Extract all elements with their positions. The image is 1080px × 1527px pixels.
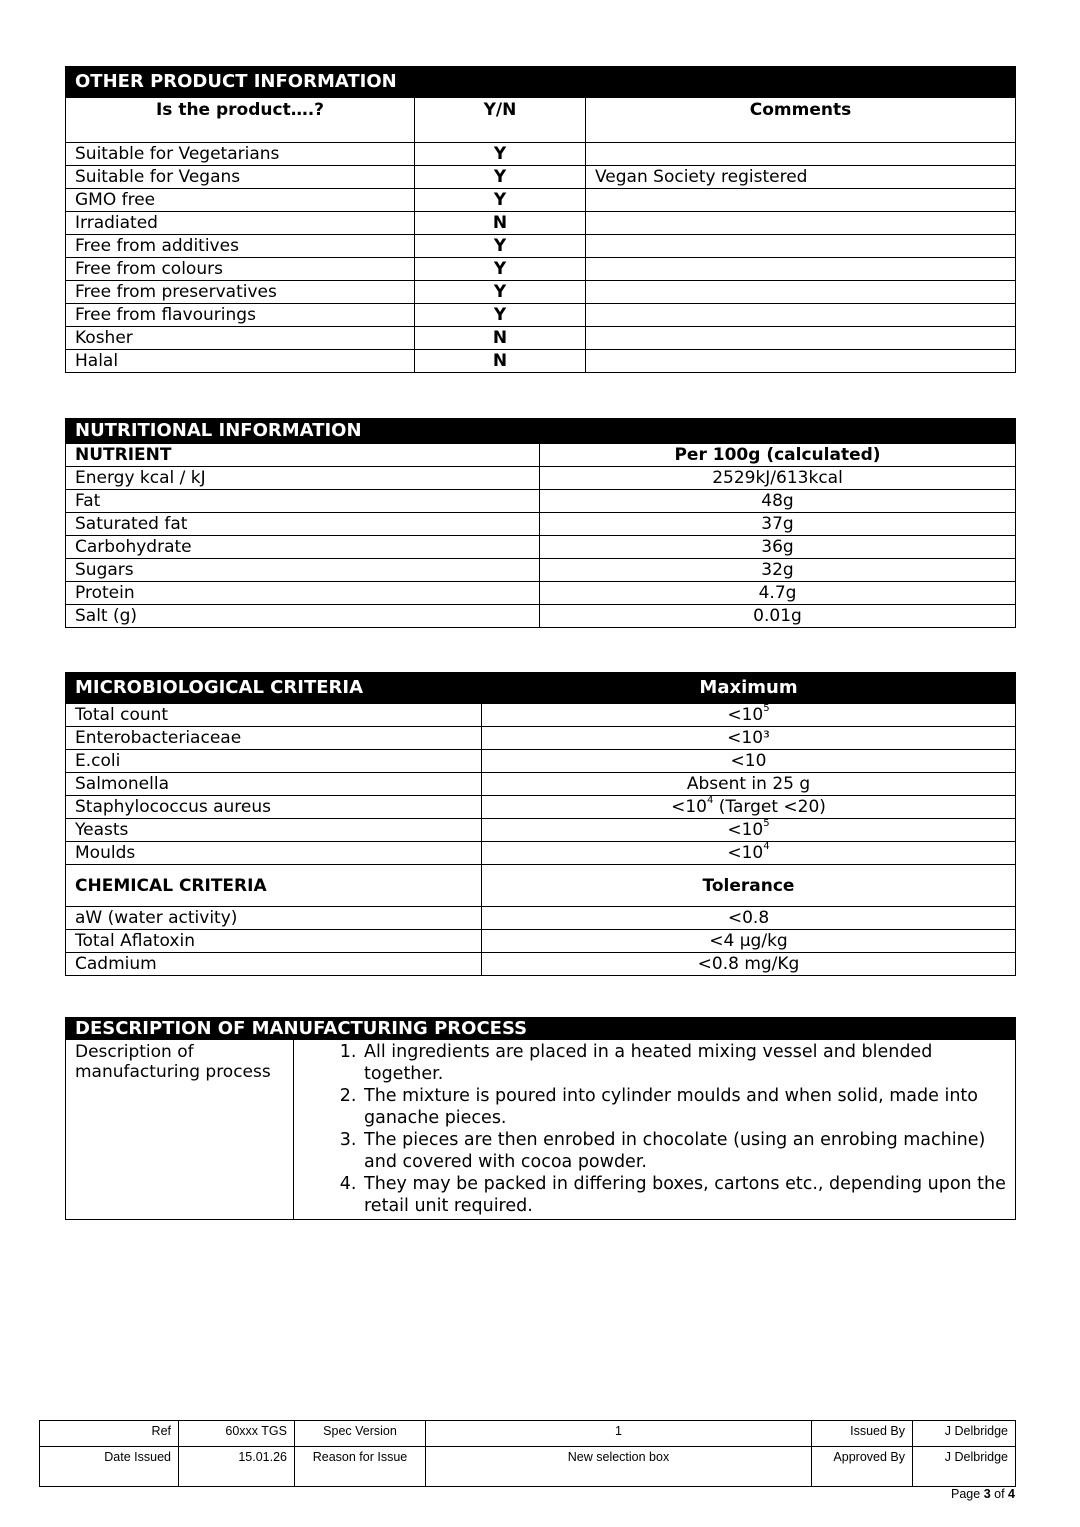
table-row bbox=[66, 166, 1016, 189]
attribute-label: Free from preservatives bbox=[66, 281, 415, 304]
table-row bbox=[66, 605, 1016, 628]
approved-by-value: J Delbridge bbox=[913, 1447, 1016, 1487]
table-row bbox=[66, 930, 1016, 953]
criteria-maximum bbox=[482, 842, 1016, 865]
maximum-exponent: 4 bbox=[706, 795, 714, 807]
yn-value: Y bbox=[415, 235, 586, 258]
comment-value bbox=[586, 281, 1016, 304]
process-steps bbox=[294, 1040, 1016, 1220]
column-header-nutrient: NUTRIENT bbox=[66, 444, 540, 467]
yn-value: Y bbox=[415, 281, 586, 304]
nutritional-info-table bbox=[65, 418, 1016, 628]
page-total: 4 bbox=[1008, 1487, 1015, 1501]
maximum-base: <10³ bbox=[727, 728, 770, 748]
yn-value: N bbox=[415, 350, 586, 373]
table-row bbox=[66, 235, 1016, 258]
attribute-label: Free from flavourings bbox=[66, 304, 415, 327]
maximum-base: <10 bbox=[727, 843, 764, 863]
table-row bbox=[66, 842, 1016, 865]
maximum-note: (Target <20) bbox=[713, 797, 826, 817]
table-row bbox=[66, 281, 1016, 304]
criteria-maximum bbox=[482, 704, 1016, 727]
maximum-exponent: 5 bbox=[763, 818, 770, 830]
criteria-maximum bbox=[482, 773, 1016, 796]
nutrient-value: 48g bbox=[540, 490, 1016, 513]
date-issued-label: Date Issued bbox=[40, 1447, 179, 1487]
criteria-label: Total count bbox=[66, 704, 482, 727]
spec-version-value: 1 bbox=[426, 1421, 812, 1447]
approved-by-label: Approved By bbox=[812, 1447, 913, 1487]
nutrient-value: 4.7g bbox=[540, 582, 1016, 605]
column-header-yn: Y/N bbox=[415, 98, 586, 143]
nutrient-value: 0.01g bbox=[540, 605, 1016, 628]
maximum-base: <10 bbox=[727, 820, 764, 840]
column-header-comments: Comments bbox=[586, 98, 1016, 143]
reason-label: Reason for Issue bbox=[295, 1447, 426, 1487]
yn-value: N bbox=[415, 327, 586, 350]
comment-value bbox=[586, 143, 1016, 166]
section-title: CHEMICAL CRITERIA bbox=[66, 865, 482, 907]
chemical-criteria-header bbox=[66, 865, 1016, 907]
attribute-label: Kosher bbox=[66, 327, 415, 350]
yn-value: Y bbox=[415, 166, 586, 189]
comment-value bbox=[586, 235, 1016, 258]
table-row bbox=[66, 819, 1016, 842]
table-row bbox=[66, 189, 1016, 212]
micro-chemical-criteria-table bbox=[65, 672, 1016, 976]
criteria-label: Moulds bbox=[66, 842, 482, 865]
maximum-base: <10 bbox=[730, 751, 767, 771]
criteria-label: Cadmium bbox=[66, 953, 482, 976]
section-title: MICROBIOLOGICAL CRITERIA bbox=[66, 673, 482, 704]
nutrient-label: Fat bbox=[66, 490, 540, 513]
table-row bbox=[66, 143, 1016, 166]
criteria-label: E.coli bbox=[66, 750, 482, 773]
criteria-tolerance: <0.8 bbox=[482, 907, 1016, 930]
page-current: 3 bbox=[983, 1487, 991, 1501]
nutrient-value: 36g bbox=[540, 536, 1016, 559]
criteria-maximum bbox=[482, 819, 1016, 842]
reason-value: New selection box bbox=[426, 1447, 812, 1487]
attribute-label: Free from additives bbox=[66, 235, 415, 258]
section-title: NUTRITIONAL INFORMATION bbox=[66, 419, 1016, 444]
document-footer-table bbox=[39, 1420, 1016, 1487]
table-row bbox=[66, 773, 1016, 796]
maximum-base: <10 bbox=[671, 797, 707, 817]
table-row bbox=[66, 796, 1016, 819]
column-header-per-100g: Per 100g (calculated) bbox=[540, 444, 1016, 467]
ref-label: Ref bbox=[40, 1421, 179, 1447]
table-row bbox=[66, 582, 1016, 605]
manufacturing-process-table bbox=[65, 1017, 1016, 1220]
table-row bbox=[66, 304, 1016, 327]
yn-value: Y bbox=[415, 143, 586, 166]
criteria-maximum bbox=[482, 727, 1016, 750]
table-row bbox=[66, 258, 1016, 281]
table-row bbox=[66, 559, 1016, 582]
table-row bbox=[66, 907, 1016, 930]
process-step: 4. They may be packed in differing boxes, cartons etc., depending upon the retail unit required. bbox=[362, 1173, 1006, 1217]
yn-value: Y bbox=[415, 258, 586, 281]
table-row bbox=[66, 750, 1016, 773]
nutrient-label: Sugars bbox=[66, 559, 540, 582]
yn-value: Y bbox=[415, 304, 586, 327]
criteria-label: Staphylococcus aureus bbox=[66, 796, 482, 819]
process-step: 3. The pieces are then enrobed in chocolate (using an enrobing machine) and covered with cocoa powder. bbox=[362, 1129, 1006, 1173]
nutrient-label: Energy kcal / kJ bbox=[66, 467, 540, 490]
criteria-maximum bbox=[482, 796, 1016, 819]
table-row bbox=[66, 212, 1016, 235]
table-row bbox=[66, 350, 1016, 373]
table-row bbox=[66, 727, 1016, 750]
process-step: 2. The mixture is poured into cylinder moulds and when solid, made into ganache pieces. bbox=[362, 1085, 1006, 1129]
maximum-exponent: 5 bbox=[763, 703, 770, 715]
nutrient-label: Carbohydrate bbox=[66, 536, 540, 559]
comment-value: Vegan Society registered bbox=[586, 166, 1016, 189]
nutrient-label: Salt (g) bbox=[66, 605, 540, 628]
attribute-label: GMO free bbox=[66, 189, 415, 212]
spec-version-label: Spec Version bbox=[295, 1421, 426, 1447]
criteria-maximum bbox=[482, 750, 1016, 773]
issued-by-value: J Delbridge bbox=[913, 1421, 1016, 1447]
nutrient-label: Protein bbox=[66, 582, 540, 605]
page-of: of bbox=[994, 1487, 1005, 1501]
criteria-label: Enterobacteriaceae bbox=[66, 727, 482, 750]
column-header-tolerance: Tolerance bbox=[482, 865, 1016, 907]
criteria-label: Yeasts bbox=[66, 819, 482, 842]
comment-value bbox=[586, 189, 1016, 212]
attribute-label: Halal bbox=[66, 350, 415, 373]
comment-value bbox=[586, 327, 1016, 350]
date-issued-value: 15.01.26 bbox=[179, 1447, 295, 1487]
comment-value bbox=[586, 212, 1016, 235]
table-row bbox=[66, 536, 1016, 559]
process-steps-list bbox=[294, 1041, 1006, 1217]
process-step: 1. All ingredients are placed in a heated mixing vessel and blended together. bbox=[362, 1041, 1006, 1085]
table-row bbox=[66, 327, 1016, 350]
ref-value: 60xxx TGS bbox=[179, 1421, 295, 1447]
section-title: DESCRIPTION OF MANUFACTURING PROCESS bbox=[66, 1018, 1016, 1040]
criteria-tolerance: <0.8 mg/Kg bbox=[482, 953, 1016, 976]
table-row bbox=[66, 953, 1016, 976]
criteria-label: aW (water activity) bbox=[66, 907, 482, 930]
page-number bbox=[951, 1487, 1015, 1501]
attribute-label: Irradiated bbox=[66, 212, 415, 235]
comment-value bbox=[586, 304, 1016, 327]
attribute-label: Suitable for Vegans bbox=[66, 166, 415, 189]
yn-value: N bbox=[415, 212, 586, 235]
maximum-base: <10 bbox=[727, 705, 764, 725]
criteria-tolerance: <4 µg/kg bbox=[482, 930, 1016, 953]
page-prefix: Page bbox=[951, 1487, 981, 1501]
table-row bbox=[66, 490, 1016, 513]
comment-value bbox=[586, 350, 1016, 373]
maximum-exponent: 4 bbox=[763, 841, 770, 853]
table-row bbox=[66, 513, 1016, 536]
nutrient-label: Saturated fat bbox=[66, 513, 540, 536]
column-header-maximum: Maximum bbox=[482, 673, 1016, 704]
comment-value bbox=[586, 258, 1016, 281]
attribute-label: Suitable for Vegetarians bbox=[66, 143, 415, 166]
table-row bbox=[66, 704, 1016, 727]
other-product-info-table bbox=[65, 66, 1016, 373]
maximum-base: Absent in 25 g bbox=[686, 774, 811, 794]
process-label: Description of manufacturing process bbox=[66, 1040, 294, 1220]
nutrient-value: 37g bbox=[540, 513, 1016, 536]
issued-by-label: Issued By bbox=[812, 1421, 913, 1447]
yn-value: Y bbox=[415, 189, 586, 212]
criteria-label: Total Aflatoxin bbox=[66, 930, 482, 953]
table-row bbox=[66, 467, 1016, 490]
column-header-question: Is the product….? bbox=[66, 98, 415, 143]
nutrient-value: 32g bbox=[540, 559, 1016, 582]
attribute-label: Free from colours bbox=[66, 258, 415, 281]
section-title: OTHER PRODUCT INFORMATION bbox=[66, 67, 1016, 98]
nutrient-value: 2529kJ/613kcal bbox=[540, 467, 1016, 490]
criteria-label: Salmonella bbox=[66, 773, 482, 796]
